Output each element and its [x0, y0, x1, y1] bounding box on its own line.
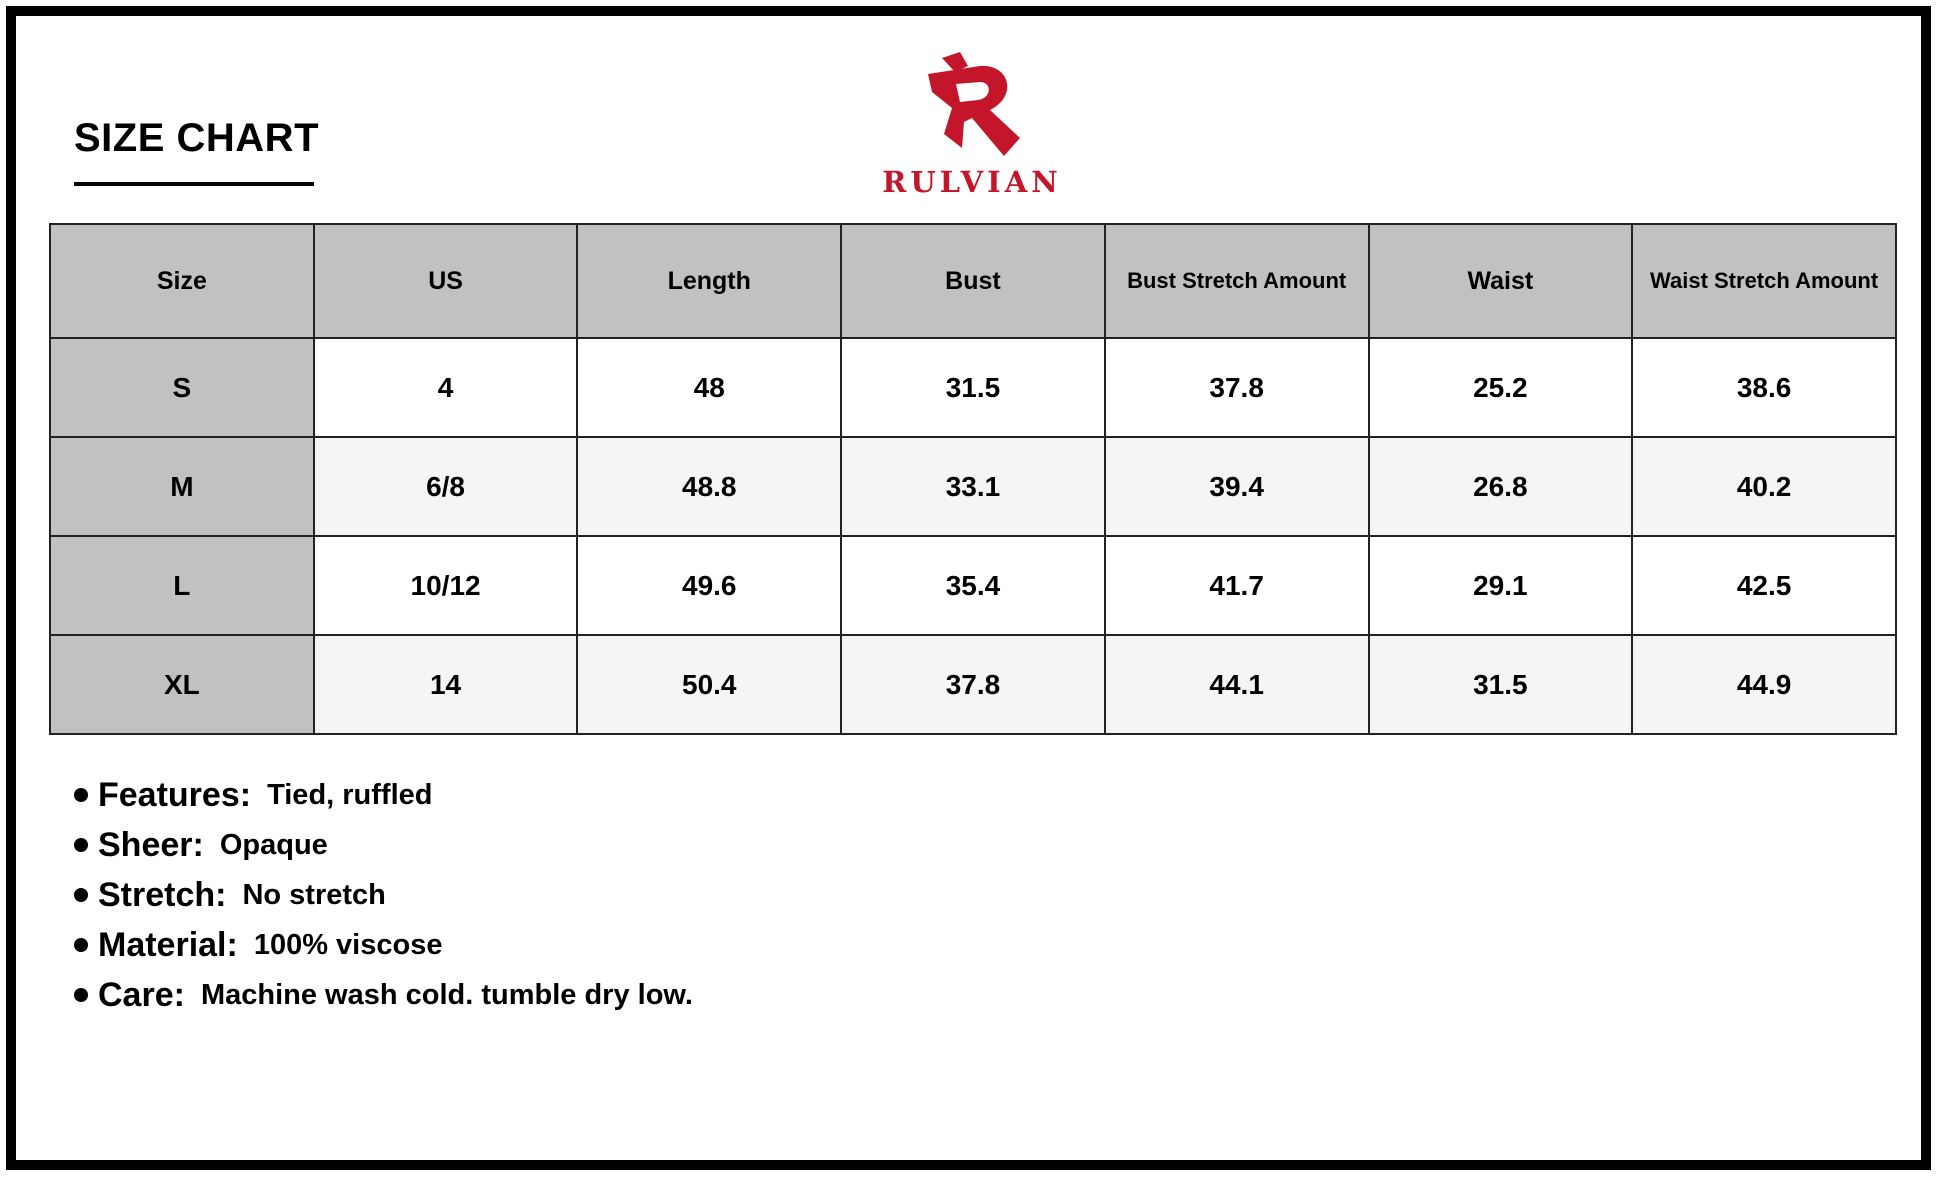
features-list — [74, 770, 693, 1020]
table-cell: 44.9 — [1632, 635, 1896, 734]
feature-label: Sheer: — [98, 825, 204, 864]
size-chart-table — [49, 223, 1897, 735]
feature-label: Material: — [98, 925, 238, 964]
column-header-size: Size — [50, 224, 314, 338]
bullet-icon — [74, 988, 88, 1002]
column-header-bust-stretch: Bust Stretch Amount — [1105, 224, 1369, 338]
table-row — [50, 338, 1896, 437]
table-row — [50, 437, 1896, 536]
table-cell: 29.1 — [1369, 536, 1633, 635]
size-cell: XL — [50, 635, 314, 734]
table-cell: 14 — [314, 635, 578, 734]
table-cell: 41.7 — [1105, 536, 1369, 635]
rulvian-r-logo-icon — [922, 52, 1022, 162]
feature-value: 100% viscose — [253, 928, 443, 961]
table-cell: 26.8 — [1369, 437, 1633, 536]
table-cell: 4 — [314, 338, 578, 437]
column-header-waist-stretch: Waist Stretch Amount — [1632, 224, 1896, 338]
table-cell: 31.5 — [841, 338, 1105, 437]
table-cell: 37.8 — [841, 635, 1105, 734]
table-cell: 35.4 — [841, 536, 1105, 635]
feature-label: Stretch: — [98, 875, 227, 914]
table-cell: 39.4 — [1105, 437, 1369, 536]
table-cell: 10/12 — [314, 536, 578, 635]
table-cell: 37.8 — [1105, 338, 1369, 437]
size-cell: S — [50, 338, 314, 437]
column-header-waist: Waist — [1369, 224, 1633, 338]
table-cell: 42.5 — [1632, 536, 1896, 635]
feature-value: Tied, ruffled — [267, 778, 433, 811]
page-title: SIZE CHART — [74, 116, 319, 160]
size-cell: L — [50, 536, 314, 635]
title-block — [74, 118, 319, 186]
table-header-row — [50, 224, 1896, 338]
feature-value: Machine wash cold. tumble dry low. — [200, 978, 693, 1011]
table-cell: 33.1 — [841, 437, 1105, 536]
table-row — [50, 635, 1896, 734]
bullet-icon — [74, 938, 88, 952]
table-cell: 50.4 — [577, 635, 841, 734]
feature-label: Care: — [98, 975, 185, 1014]
table-cell: 40.2 — [1632, 437, 1896, 536]
table-cell: 48.8 — [577, 437, 841, 536]
size-cell: M — [50, 437, 314, 536]
table-cell: 44.1 — [1105, 635, 1369, 734]
column-header-us: US — [314, 224, 578, 338]
title-underline — [74, 182, 314, 186]
list-item — [74, 820, 693, 870]
bullet-icon — [74, 788, 88, 802]
feature-value: Opaque — [219, 828, 328, 861]
column-header-bust: Bust — [841, 224, 1105, 338]
feature-value: No stretch — [242, 878, 386, 911]
list-item — [74, 770, 693, 820]
table-cell: 31.5 — [1369, 635, 1633, 734]
table-cell: 48 — [577, 338, 841, 437]
table-cell: 38.6 — [1632, 338, 1896, 437]
brand-logo — [872, 52, 1072, 202]
table-cell: 25.2 — [1369, 338, 1633, 437]
bullet-icon — [74, 888, 88, 902]
list-item — [74, 920, 693, 970]
list-item — [74, 870, 693, 920]
bullet-icon — [74, 838, 88, 852]
brand-name: RULVIAN — [882, 165, 1062, 199]
feature-label: Features: — [98, 775, 252, 814]
column-header-length: Length — [577, 224, 841, 338]
table-cell: 49.6 — [577, 536, 841, 635]
table-cell: 6/8 — [314, 437, 578, 536]
list-item — [74, 970, 693, 1020]
table-row — [50, 536, 1896, 635]
